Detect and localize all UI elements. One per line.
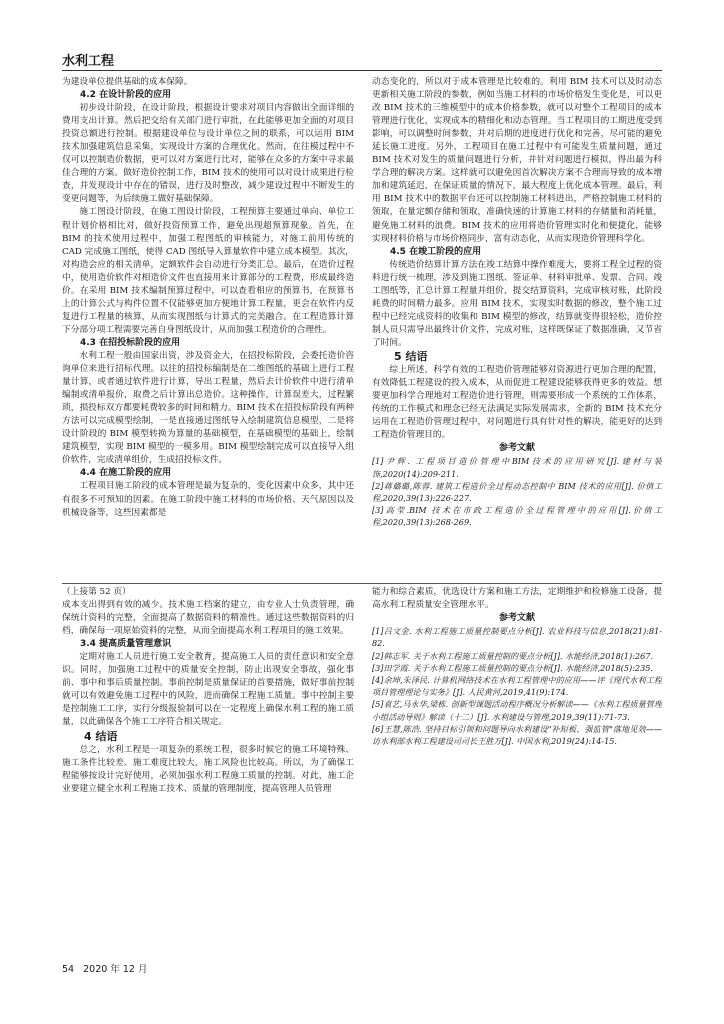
paragraph: 为建设单位提供基础的成本保障。 <box>62 77 193 87</box>
reference-item: [4]余坤,朱泽民. 计算机网络技术在水利工程管理中的应用——评《现代水利工程项目管理理论与实务》[J]. 人民黄河,2019,41(9):174. <box>372 674 662 698</box>
page-number: 54 <box>62 964 75 975</box>
reference-item: [3]田学霞. 关于水利工程施工质量控制的要点分析[J]. 水能经济,2018(5):235. <box>372 662 653 673</box>
paragraph: 工程项目施工阶段的成本管理是最为复杂的，变化因素中众多，其中还有很多不可预知的因素。在施工阶段中施工材料的市场价格、天气原因以及机械设备等，这些因素都是 <box>62 481 354 518</box>
paragraph: 能力和综合素质，优选设计方案和施工方法，定期维护和检修施工设备，提高水利工程质量安全管理水平。 <box>372 587 662 611</box>
reference-item: [5]袁艺,马永华,梁栋. 创新型课题活动程序概况分析解读——《水利工程质量管理小组活动导则》解读（十二）[J]. 水利建设与管理,2019,39(11):71-73. <box>372 699 662 722</box>
reference-item: [6]王慧,陈浩. 坚持目标引领和问题导向水利建设"补短板、强监管"落地见效——访水利部水利工程建设司司长王胜万[J]. 中国水利,2019(24):14-15. <box>372 723 662 746</box>
paragraph: 水利工程一般由国家出资，涉及资金大，在招投标阶段，会委托造价咨询单位来进行招标代理。以往的招投标编制是在二维图纸的基础上进行工程量计算，或者通过软件进行计算，导出工程量，然后去计价软件中进行清单编制或清单报价，取费之后计算出总造价。这种操作，计算误差大，过程繁琐，损投标双方都要耗费较多的时间和精力。BIM 技术在招投标阶段有两种方法可以完成模型绘制，一是直接通过图纸导入绘制建筑信息模型，二是将设计阶段的 BIM 模型转换为算量的基础模型，在基础模型的基础上，绘制建筑模型，实现 BIM 模型的一模多用。BIM 模型绘制完成可以直接导入组价软件，完成清单组价，生成招投标文件。 <box>62 350 354 466</box>
reference-item: [1]尹辉. 工程项目造价管理中BIM技术的应用研究[J].建材与装饰,2020(14):209-211. <box>372 456 662 479</box>
article-divider <box>62 583 662 584</box>
section-heading-conclusion: 4 结语 <box>84 729 118 743</box>
section-heading-conclusion: 5 结语 <box>394 349 428 363</box>
paragraph: 成本支出得到有效的减少。技术施工档案的建立，由专业人士负责管理，确保统计资料的完整，全面提高了数据资料的精准性。通过这些数据资料的归档，确保每一项原始资料的完整，从而全面提高水利工程项目的施工效果。 <box>62 600 354 637</box>
references-heading: 参考文献 <box>498 443 535 454</box>
paragraph: 定期对施工人员进行施工安全教育，提高施工人员的责任意识和安全意识。同时，加强施工过程中的质量安全控制，防止出现安全事故，强化事前、事中和事后质量控制。事前控制是质量保证的首要措施，做好事前控制就可以有效避免施工过程中的风险，进而确保工程施工质量。事中控制主要是控制施工工序，实行分级报验制可以在一定程度上确保水利工程的施工质量，以此确保各个施工工序符合相关规定。 <box>62 652 354 728</box>
lower-right-column <box>372 586 662 956</box>
reference-item: [2]蒋璐璐,陈蓉. 建筑工程造价全过程动态控制中 BIM 技术的应用[J]. 价值工程,2020,39(13):226-227. <box>372 480 662 503</box>
paragraph: 初步设计阶段，在设计阶段，根据设计要求对项目内容做出全面详细的费用支出计算。然后把交给有关部门进行审批，在此能够更加全面的对项目投资总额进行控制。根据建设单位与设计单位之间的联系，可以运用 BIM 技术加强建筑信息采集，实现设计方案的合理优化。然而，在往模过程中不仅可以控制造价数据，更可以对方案进行比对，能够在众多的方案中寻求最佳合理的方案。做好造价控制工作，BIM 技术的使用可以对设计成果进行检查，并发现设计中存在的错误，进行及时整改，减少建设过程中不断发生的变更问题等，为后续施工做好基础保障。 <box>62 103 354 205</box>
lower-left-column <box>62 586 354 956</box>
issue-date: 2020 年 12 月 <box>83 964 148 975</box>
page-footer <box>62 961 153 975</box>
journal-title: 水利工程 <box>62 54 115 69</box>
paragraph: 传统造价结算计算方法在竣工结算中操作难度大，要将工程全过程的资料进行统一梳理，涉及到施工图纸、签证单、材料审批单、发票、合同、竣工图纸等，汇总计算工程量并组价，提交结算资料，完成审核对账，此阶段耗费的时间精力最多。应用 BIM 技术，实现实时数据的修改，整个施工过程中已经完成资料的收集和 BIM 模型的修改，结算就变得很轻松，造价控制人员只需导出最终计价文件，完成对账，这样既保证了数据准确，又节省了时间。 <box>372 259 662 348</box>
reference-item: [1]吕文金. 水利工程施工质量控制要点分析[J]. 农业科技与信息,2018(21):81-82. <box>372 626 662 649</box>
paragraph: 总之，水利工程是一项复杂的系统工程，很多时候它的施工环境特殊、施工条件比较差、施工难度比较大，施工风险也比较高。所以，为了确保工程能够按设计完好使用，必须加强水利工程施工质量的控制。对此，施工企业要建立健全水利工程施工技术、质量的管理制度，提高管理人员管理 <box>62 744 354 794</box>
section-heading-3-4: 3.4 提高质量管理意识 <box>80 639 172 650</box>
section-heading-4-5: 4.5 在竣工阶段的应用 <box>390 246 482 257</box>
section-heading-4-3: 4.3 在招投标阶段的应用 <box>80 337 181 348</box>
running-header <box>62 50 662 71</box>
upper-right-column <box>372 76 662 582</box>
references-heading: 参考文献 <box>498 613 535 624</box>
continuation-note: （上接第 52 页） <box>62 587 131 597</box>
reference-item: [3]高莹.BIM 技术在市政工程造价全过程管理中的应用[J].价值工程,2020,39(13):268-269. <box>372 505 662 528</box>
paragraph: 综上所述，科学有效的工程造价管理能够对资源进行更加合理的配置，有效降低工程建设的投入成本，从而促进工程建设能够获得更多的效益。想要更加科学合理地对工程造价进行管理，则需要形成一个系统的工作体系，传统的工作模式和理念已经无法满足实际发展需求，全新的 BIM 技术充分运用在工程造价管理过程中，对问题进行具有针对性的解决，能更好的达到工程造价管理目的。 <box>372 364 662 441</box>
reference-item: [2]韩志军. 关于水利工程施工质量控制的要点分析[J]. 水能经济,2018(1):267. <box>372 650 653 661</box>
upper-left-column <box>62 76 354 582</box>
section-heading-4-4: 4.4 在施工阶段的应用 <box>80 468 172 479</box>
section-heading-4-2: 4.2 在设计阶段的应用 <box>80 90 172 101</box>
paragraph: 动态变化的，所以对于成本管理是比较难的。利用 BIM 技术可以及时动态更新相关施工阶段的参数，例如当施工材料的市场价格发生变化是，可以更改 BIM 技术的三维模型中的成本价格参数，就可以对整个工程项目的成本管理进行优化，实现成本的精细化和动态管理。当工程项目的工期进度受到影响，可以调整时间参数，并对后期的进度进行优化和完善，尽可能的避免延长施工进度。另外，工程项目在施工过程中有可能发生质量问题，通过 BIM 技术对发生的质量问题进行分析，并针对问题进行模拟，得出最为科学合理的解决方案。这样就可以避免因首次解决方案不合理而导致的成本增加和建筑延迟，在保证质量的情况下，最大程度上优化成本管理。最后，利用 BIM 技术中的数据平台还可以控制施工材料进出，严格控制施工材料的领取，在量定额存储和领取，准确快速的计算施工材料的存储量和消耗量，避免施工材料的浪费。BIM 技术的应用将造价管理实时化和便捷化，能够实现材料价格与市场价格同步，富有动态化，从而实现造价管理科学化。 <box>372 77 662 244</box>
paragraph: 施工图设计阶段，在施工图设计阶段，工程预算主要通过单向、单位工程计划价格相比对，做好投资预算工作，避免出现超预算现象。首先，在 BIM 的技术使用过程中，加强工程图纸的审核能力，对施工前用传统的 CAD 完成施工图纸，使得 CAD 图纸导入算量软件中建立成本模型。其次，对构造会应的相关清单，定额软件会自动进行分类汇总。最后，在造价过程中，使用造价软件对相造价文件也直接用来计算部分的工程费，形成最终造价。在采用 BIM 技术编制预算过程中，可以查看相应的预算书，在预算书上的计算公式与构件位置不仅能够更加方便地计算工程量，更会在软件内反复进行工程量的核算，从而实现图纸与计算式的完美融合。在工程造算计算下分部分项工程需要完善自身图纸设计，从而加强工程造价的合理性。 <box>62 207 354 335</box>
